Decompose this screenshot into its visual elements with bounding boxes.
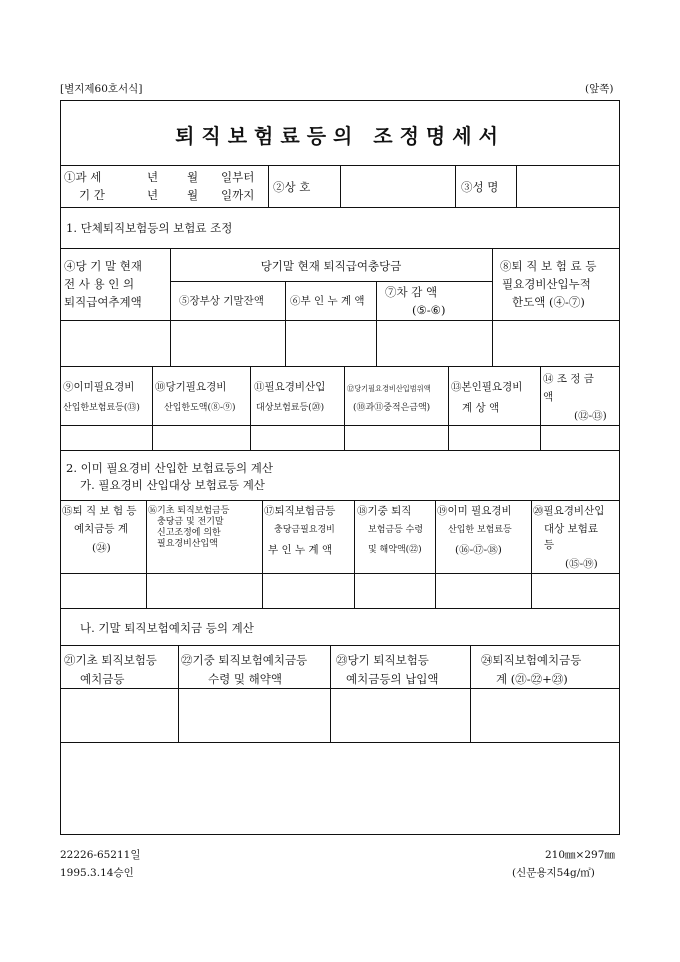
col-18-header: 및 해약액(㉒) — [368, 545, 422, 555]
paper-size: 210㎜×297㎜ — [545, 849, 615, 861]
col-24-value[interactable] — [471, 689, 619, 741]
col-9-value[interactable] — [61, 426, 151, 449]
col-5-header: ⑤장부상 기말잔액 — [179, 295, 264, 307]
col-16-header: ⑯기초 퇴직보험금등 — [148, 506, 230, 516]
col-8-value[interactable] — [493, 321, 619, 365]
col-16-value[interactable] — [147, 574, 261, 607]
col-11-header: 대상보험료등(⑳) — [256, 403, 325, 413]
col-13-value[interactable] — [449, 426, 539, 449]
col-16-header: 필요경비산입액 — [157, 539, 218, 549]
col-15-header: (㉔) — [92, 542, 111, 554]
col-8-header: 한도액 (④-⑦) — [512, 295, 585, 309]
col-21-header: ㉑기초 퇴직보험등 — [64, 653, 157, 667]
col-8-header: ⑧퇴 직 보 험 료 등 — [500, 259, 597, 273]
divider — [60, 207, 620, 208]
col-9-header: 산입한보험료등(⑬) — [63, 403, 140, 413]
col-11-header: ⑪필요경비산입 — [254, 381, 326, 393]
page-side-label: (앞쪽) — [585, 83, 614, 95]
col-4-header: ④당 기 말 현재 — [64, 259, 143, 273]
company-field[interactable] — [341, 166, 454, 206]
col-10-value[interactable] — [153, 426, 249, 449]
col-20-value[interactable] — [532, 574, 619, 607]
divider — [170, 281, 492, 282]
col-9-header: ⑨이미필요경비 — [63, 381, 135, 393]
col-20-header: 대상 보험료 — [544, 523, 599, 535]
section-2b-heading: 나. 기말 퇴직보험예치금 등의 계산 — [80, 621, 254, 635]
divider — [268, 165, 269, 207]
col-18-header: ⑱기중 퇴직 — [357, 505, 412, 517]
divider — [60, 500, 620, 501]
divider — [60, 450, 620, 451]
year-field[interactable]: 년 — [147, 170, 159, 184]
col-10-header: 산입한도액(⑧-⑨) — [164, 403, 236, 413]
form-number: [별지제60호서식] — [60, 83, 143, 95]
year-field[interactable]: 년 — [147, 188, 159, 202]
col-14-header: ⑭ 조 정 금 — [543, 373, 594, 385]
divider — [455, 165, 456, 207]
col-13-header: ⑬본인필요경비 — [451, 381, 523, 393]
col-4-header: 퇴직급여추계액 — [64, 295, 142, 309]
col-23-header: ㉓당기 퇴직보험등 — [336, 653, 429, 667]
col-8-header: 필요경비산입누적 — [502, 277, 591, 291]
approval-date: 1995.3.14승인 — [60, 867, 134, 879]
name-field[interactable] — [517, 166, 619, 206]
col-4-value[interactable] — [61, 321, 169, 365]
divider — [60, 645, 620, 646]
col-18-header: 보험금등 수령 — [368, 525, 424, 535]
name-label: ③성 명 — [461, 180, 499, 194]
col-19-header: ⑲이미 필요경비 — [437, 505, 512, 517]
col-16-header: 신고조정에 의한 — [157, 528, 221, 538]
col-11-value[interactable] — [251, 426, 343, 449]
col-5-value[interactable] — [171, 321, 284, 365]
day-from-field[interactable]: 일부터 — [221, 170, 255, 184]
col-12-value[interactable] — [345, 426, 447, 449]
col-22-header: 수령 및 해약액 — [208, 672, 282, 686]
col-12-header: ⑫당기필요경비산입범위액 — [347, 384, 431, 393]
divider — [60, 742, 620, 743]
day-to-field[interactable]: 일까지 — [221, 188, 255, 202]
col-4-header: 전 사 용 인 의 — [64, 277, 135, 291]
col-14-value[interactable] — [541, 426, 619, 449]
divider — [60, 366, 620, 367]
paper-type: (신문용지54g/㎡) — [512, 867, 595, 879]
col-17-header: 충당금필요경비 — [274, 525, 335, 535]
col-13-header: 계 상 액 — [462, 402, 500, 414]
col-22-header: ㉒기중 퇴직보험예치금등 — [181, 653, 308, 667]
col-24-header: ㉔퇴직보험예치금등 — [481, 653, 582, 667]
col-17-header: 부 인 누 계 액 — [268, 544, 333, 556]
col-21-value[interactable] — [61, 689, 177, 741]
col-23-header: 예치금등의 납입액 — [346, 672, 439, 686]
col-18-value[interactable] — [355, 574, 434, 607]
col-23-value[interactable] — [331, 689, 469, 741]
col-14-header: (⑫-⑬) — [574, 410, 607, 422]
col-20-header: 등 — [544, 539, 555, 551]
col-16-header: 충당금 및 전기말 — [157, 517, 224, 527]
tax-period-label: 기 간 — [79, 188, 105, 202]
reserve-group-header: 당기말 현재 퇴직급여충당금 — [260, 259, 402, 273]
col-15-value[interactable] — [61, 574, 145, 607]
section-2a-heading: 가. 필요경비 산입대상 보험료등 계산 — [80, 478, 265, 492]
divider — [60, 608, 620, 609]
col-21-header: 예치금등 — [80, 672, 125, 686]
col-15-header: 예치금등 계 — [74, 523, 129, 535]
company-label: ②상 호 — [273, 180, 311, 194]
col-12-header: (⑩과⑪중적은금액) — [353, 403, 431, 413]
section-1-heading: 1. 단체퇴직보험등의 보험료 조정 — [66, 221, 233, 235]
col-24-header: 계 (㉑-㉒+㉓) — [496, 672, 568, 686]
divider — [60, 248, 620, 249]
page-title: 퇴직보험료등의 조정명세서 — [175, 124, 505, 148]
month-field[interactable]: 월 — [187, 188, 199, 202]
month-field[interactable]: 월 — [187, 170, 199, 184]
col-19-header: 산입한 보험료등 — [448, 525, 512, 535]
col-22-value[interactable] — [179, 689, 329, 741]
col-19-header: (⑯-⑰-⑱) — [455, 544, 502, 556]
col-17-header: ⑰퇴직보험금등 — [264, 505, 336, 517]
col-6-header: ⑥부 인 누 계 액 — [290, 295, 365, 307]
section-2-heading: 2. 이미 필요경비 산입한 보험료등의 계산 — [66, 461, 273, 475]
col-7-header: ⑦차 감 액 — [385, 285, 438, 299]
col-19-value[interactable] — [436, 574, 530, 607]
col-6-value[interactable] — [286, 321, 375, 365]
form-code: 22226-65211일 — [60, 849, 141, 861]
col-20-header: (⑮-⑲) — [565, 558, 598, 570]
col-10-header: ⑩당기필요경비 — [155, 381, 227, 393]
col-7-header: (⑤-⑥) — [412, 303, 446, 317]
col-20-header: ⑳필요경비산입 — [533, 505, 605, 517]
col-15-header: ⑮퇴 직 보 험 등 — [62, 505, 137, 517]
col-14-header: 액 — [543, 391, 554, 403]
col-7-value[interactable] — [377, 321, 491, 365]
col-17-value[interactable] — [263, 574, 353, 607]
tax-period-label: ①과 세 — [64, 170, 102, 184]
